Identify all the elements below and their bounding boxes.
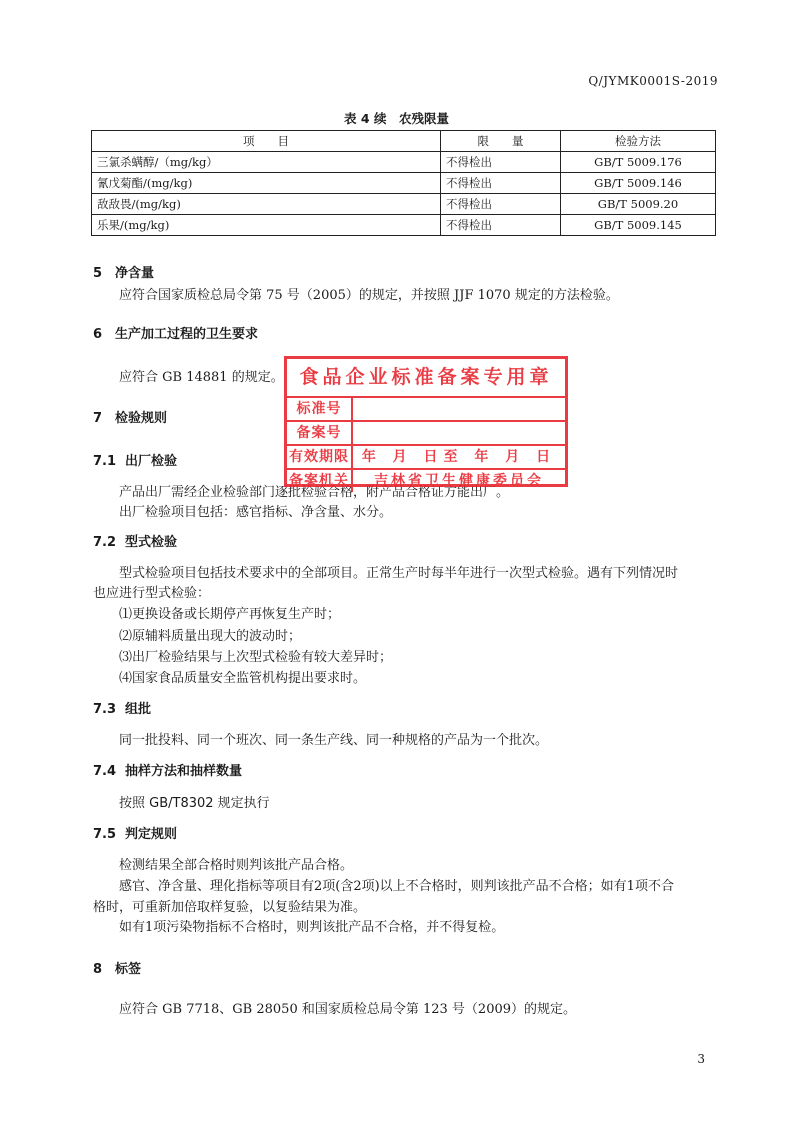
stamp-label: 备案号 <box>287 422 353 444</box>
section-number: 6 <box>93 327 103 342</box>
document-code: Q/JYMK0001S-2019 <box>588 74 718 88</box>
header-item: 项 目 <box>92 131 441 152</box>
cell-method: GB/T 5009.146 <box>561 173 716 194</box>
section-7-1-line-2: 出厂检验项目包括：感官指标、净含量、水分。 <box>119 505 393 520</box>
section-7-5-line-4: 如有1项污染物指标不合格时，则判该批产品不合格，并不得复检。 <box>119 920 505 935</box>
section-title: 出厂检验 <box>125 454 178 469</box>
section-title: 生产加工过程的卫生要求 <box>115 327 259 342</box>
section-8-text: 应符合 GB 7718、GB 28050 和国家质检总局令第 123 号（2009）的规定。 <box>119 1002 577 1017</box>
section-number: 7.5 <box>93 827 117 842</box>
section-7-2-line-1: 型式检验项目包括技术要求中的全部项目。正常生产时每半年进行一次型式检验。遇有下列情况时 <box>119 566 679 581</box>
table-row <box>92 194 716 215</box>
stamp-label: 有效期限 <box>287 446 353 468</box>
cell-item: 氰戊菊酯/(mg/kg) <box>92 173 441 194</box>
section-number: 7.1 <box>93 454 117 469</box>
section-number: 5 <box>93 266 103 281</box>
list-item: ⑵原辅料质量出现大的波动时； <box>119 629 302 644</box>
stamp-title: 食品企业标准备案专用章 <box>287 359 565 398</box>
section-number: 7.4 <box>93 764 117 779</box>
stamp-label: 备案机关 <box>287 470 353 492</box>
section-6-text: 应符合 GB 14881 的规定。 <box>119 370 284 385</box>
stamp-row <box>287 398 565 422</box>
cell-item: 三氯杀螨醇/（mg/kg） <box>92 152 441 173</box>
section-title: 标签 <box>115 962 142 977</box>
section-7-3-text: 同一批投料、同一个班次、同一条生产线、同一种规格的产品为一个批次。 <box>119 733 549 748</box>
table-header-row <box>92 131 716 152</box>
cell-limit: 不得检出 <box>441 215 561 236</box>
section-number: 7.2 <box>93 535 117 550</box>
section-5-text: 应符合国家质检总局令第 75 号（2005）的规定，并按照 JJF 1070 规定的方法检验。 <box>119 288 619 303</box>
stamp-value <box>353 422 565 444</box>
stamp-label: 标准号 <box>287 398 353 420</box>
section-number: 8 <box>93 962 103 977</box>
cell-method: GB/T 5009.176 <box>561 152 716 173</box>
page-number: 3 <box>697 1052 705 1066</box>
list-item: ⑷国家食品质量安全监管机构提出要求时。 <box>119 671 367 686</box>
table-row <box>92 173 716 194</box>
table-row <box>92 215 716 236</box>
stamp-value <box>353 398 565 420</box>
section-7-5-line-2: 感官、净含量、理化指标等项目有2项(含2项)以上不合格时，则判该批产品不合格；如有1项不合 <box>119 879 674 894</box>
table-title: 表 4 续 农残限量 <box>344 111 449 126</box>
section-title: 组批 <box>125 702 152 717</box>
section-7-2-heading <box>93 531 177 550</box>
filing-stamp <box>284 356 568 487</box>
stamp-row <box>287 446 565 470</box>
section-7-3-heading <box>93 698 151 717</box>
pesticide-residue-table <box>91 130 716 236</box>
section-title: 型式检验 <box>125 535 178 550</box>
stamp-value: 年 月 日至 年 月 日 <box>361 449 557 465</box>
section-7-5-line-3: 格时，可重新加倍取样复验，以复验结果为准。 <box>93 900 367 915</box>
section-5-heading <box>93 262 154 281</box>
stamp-row <box>287 422 565 446</box>
cell-limit: 不得检出 <box>441 194 561 215</box>
section-7-5-heading <box>93 823 177 842</box>
section-7-heading <box>93 407 167 426</box>
list-item: ⑶出厂检验结果与上次型式检验有较大差异时； <box>119 650 393 665</box>
cell-limit: 不得检出 <box>441 173 561 194</box>
table-row <box>92 152 716 173</box>
section-7-4-text: 按照 GB/T8302 规定执行 <box>119 796 270 811</box>
section-7-1-heading <box>93 450 177 469</box>
cell-item: 敌敌畏/(mg/kg) <box>92 194 441 215</box>
stamp-row <box>287 470 565 492</box>
header-method: 检验方法 <box>561 131 716 152</box>
header-limit: 限 量 <box>441 131 561 152</box>
section-8-heading <box>93 958 141 977</box>
section-title: 抽样方法和抽样数量 <box>125 764 243 779</box>
cell-limit: 不得检出 <box>441 152 561 173</box>
section-title: 净含量 <box>115 266 155 281</box>
section-title: 判定规则 <box>125 827 178 842</box>
cell-item: 乐果/(mg/kg) <box>92 215 441 236</box>
section-title: 检验规则 <box>115 411 168 426</box>
section-7-2-line-2: 也应进行型式检验： <box>93 586 211 601</box>
list-item: ⑴更换设备或长期停产再恢复生产时； <box>119 607 341 622</box>
cell-method: GB/T 5009.20 <box>561 194 716 215</box>
stamp-value: 吉林省卫生健康委员会 <box>374 473 544 489</box>
section-7-1-line-1: 产品出厂需经企业检验部门逐批检验合格，附产品合格证方能出厂。 <box>119 485 510 500</box>
section-7-4-heading <box>93 760 242 779</box>
section-number: 7 <box>93 411 103 426</box>
section-6-heading <box>93 323 258 342</box>
section-number: 7.3 <box>93 702 117 717</box>
cell-method: GB/T 5009.145 <box>561 215 716 236</box>
section-7-5-line-1: 检测结果全部合格时则判该批产品合格。 <box>119 858 354 873</box>
